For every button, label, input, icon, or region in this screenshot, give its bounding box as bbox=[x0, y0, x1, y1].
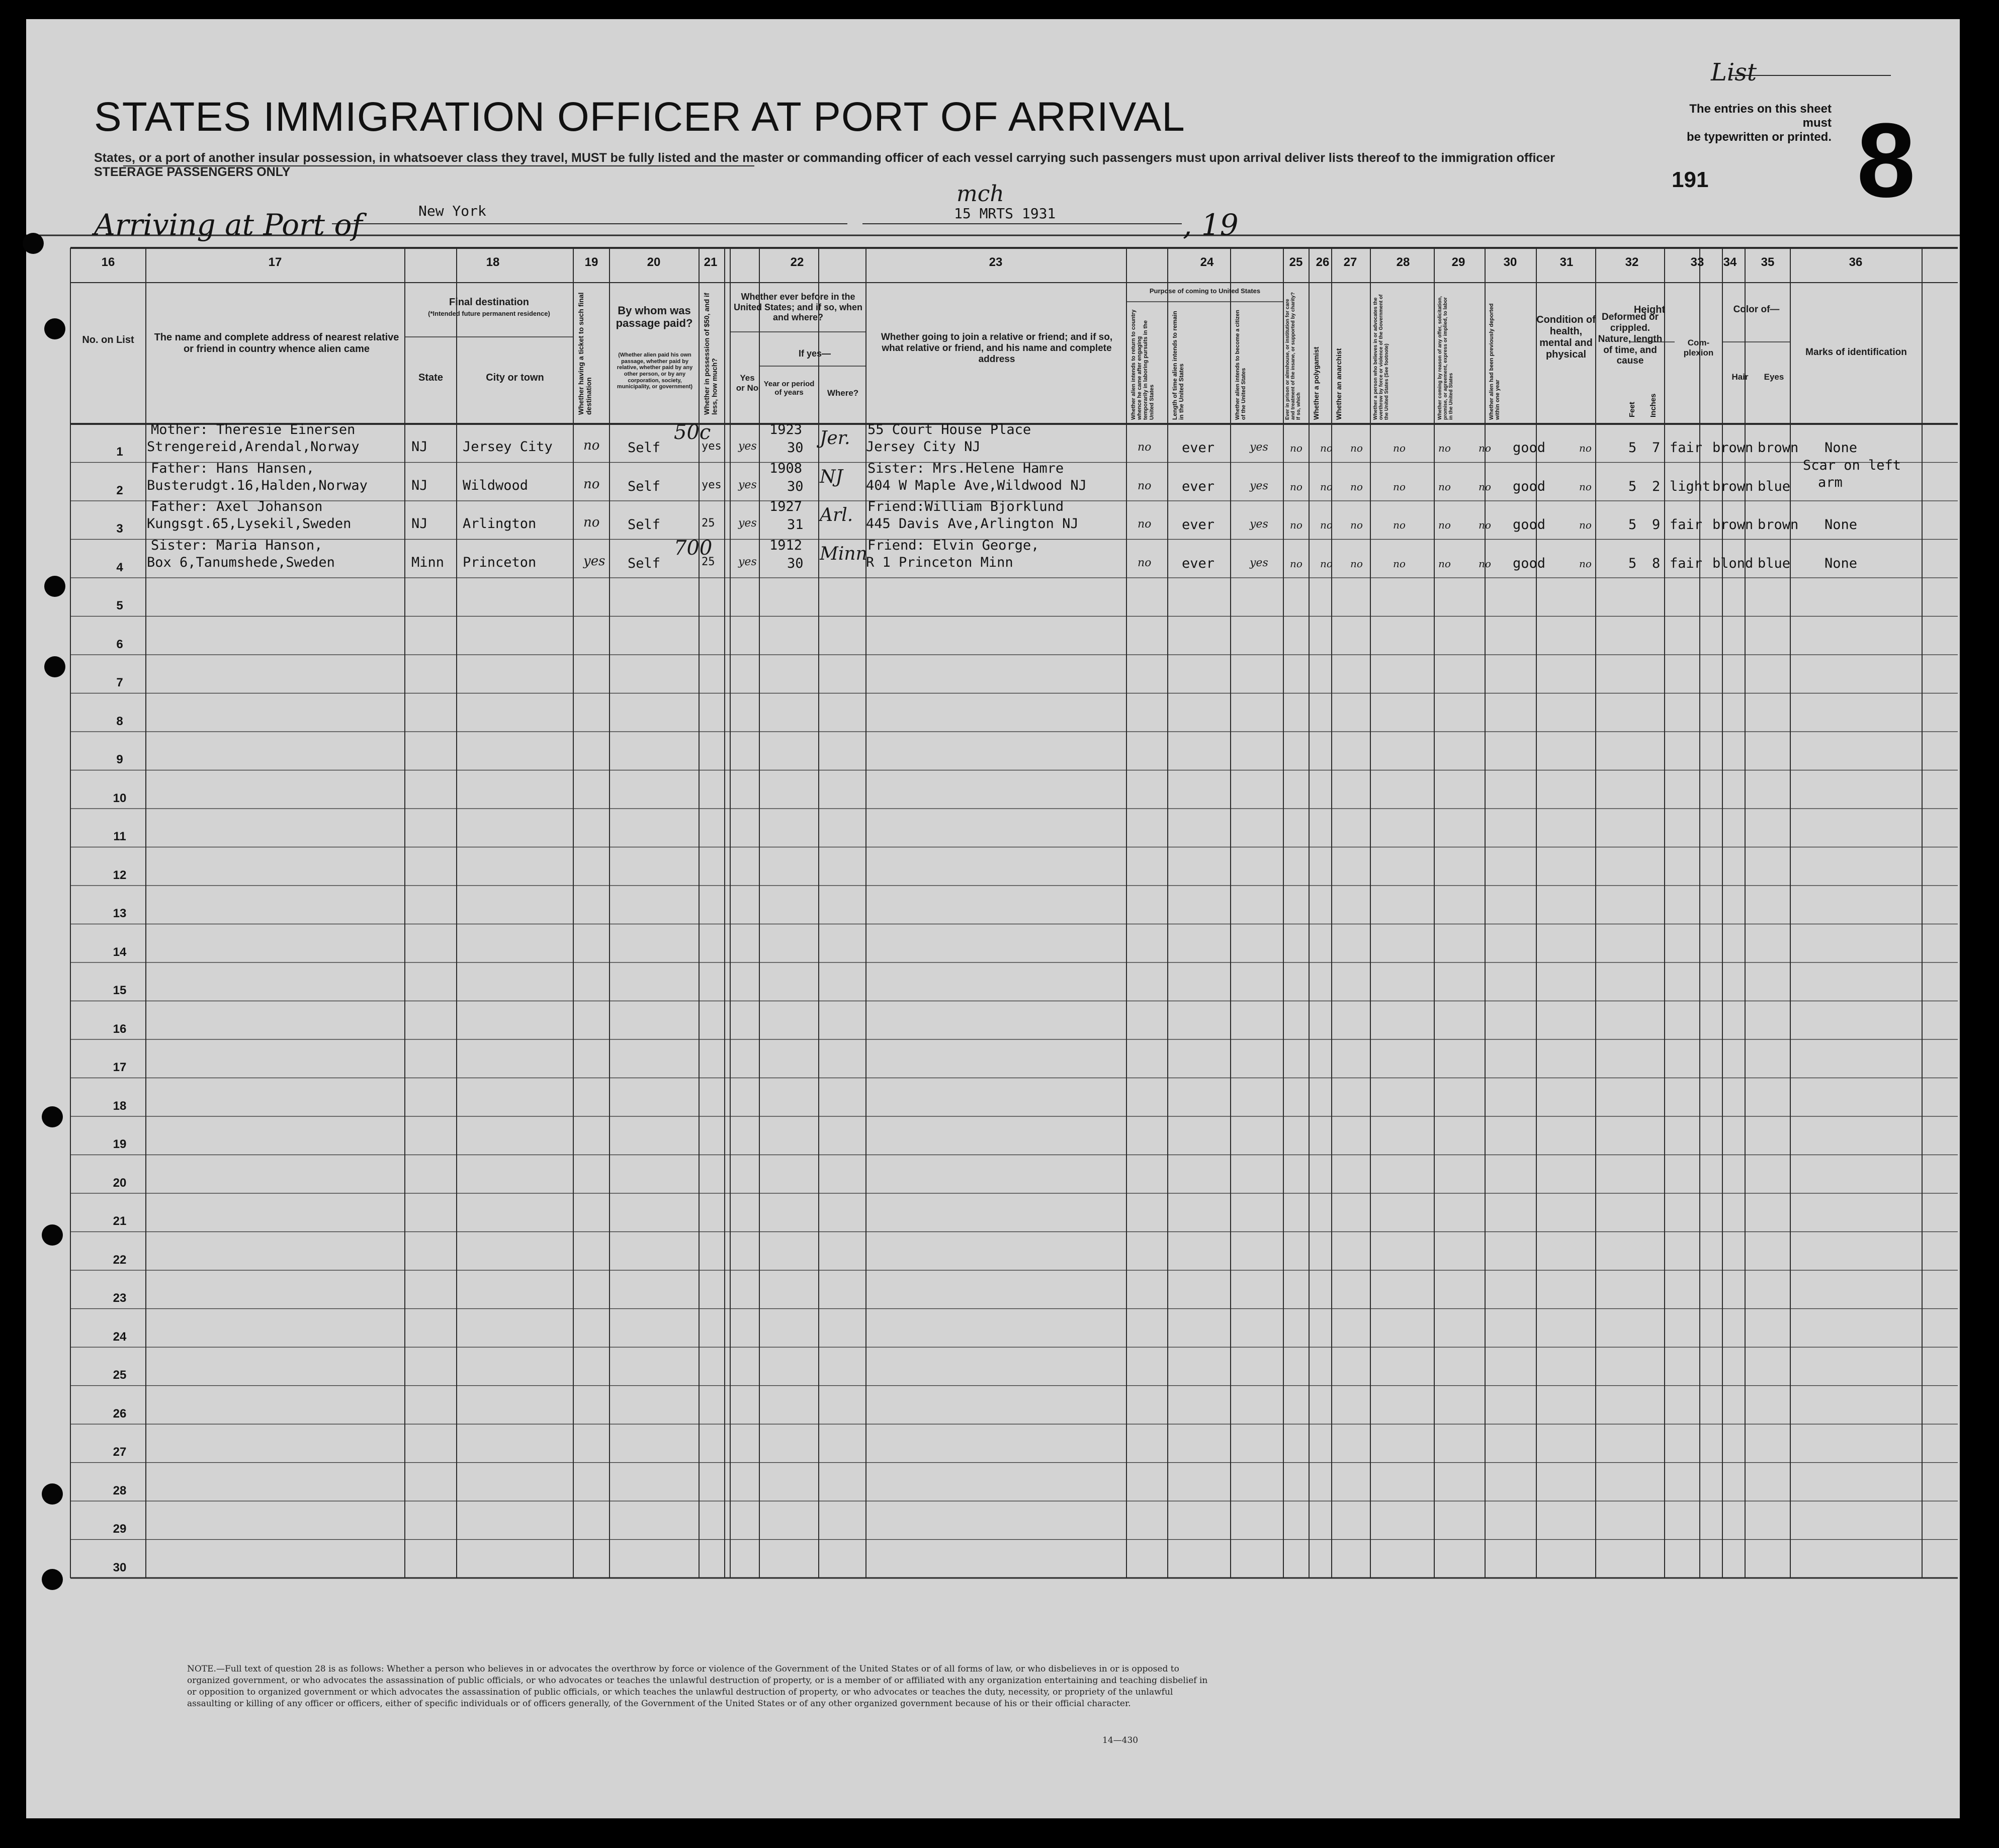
q28-value: no bbox=[1393, 480, 1406, 493]
list-label: List bbox=[1711, 58, 1757, 86]
paid-value: Self bbox=[628, 440, 661, 456]
purpose-b-value: ever bbox=[1182, 440, 1215, 456]
join-line-2: R 1 Princeton Minn bbox=[866, 554, 1013, 570]
q28-value: no bbox=[1393, 442, 1406, 454]
q27-value: no bbox=[1350, 442, 1363, 454]
row-number: 1 bbox=[116, 445, 123, 459]
column-number: 18 bbox=[486, 255, 500, 269]
period-value: 30 bbox=[787, 478, 804, 494]
year-value: 1923 bbox=[769, 422, 803, 437]
hair-value: brown bbox=[1712, 440, 1754, 456]
form-code: 14—430 bbox=[1102, 1735, 1139, 1745]
header-nearest-relative: The name and complete address of nearest relative or friend in country whence alien came bbox=[154, 332, 399, 355]
column-number: 21 bbox=[704, 255, 718, 269]
row-number: 18 bbox=[113, 1099, 127, 1113]
q30-value: no bbox=[1479, 557, 1491, 570]
header-marks: Marks of identification bbox=[1805, 347, 1907, 358]
column-number: 17 bbox=[268, 255, 282, 269]
purpose-c-value: yes bbox=[1250, 479, 1268, 492]
row-number: 15 bbox=[113, 984, 127, 998]
join-line-1: Friend: Elvin George, bbox=[867, 537, 1039, 553]
date-typed: 15 MRTS 1931 bbox=[954, 205, 1056, 222]
purpose-a-value: no bbox=[1138, 441, 1152, 454]
entries-note bbox=[1666, 102, 1832, 144]
marks-value: Scar on left bbox=[1803, 457, 1901, 473]
health-value: good bbox=[1513, 478, 1546, 494]
header-q26: Whether a polygamist bbox=[1312, 346, 1320, 420]
q26-value: no bbox=[1320, 557, 1333, 570]
row-number: 19 bbox=[113, 1137, 127, 1152]
row-number: 28 bbox=[113, 1483, 127, 1498]
row-number: 5 bbox=[116, 599, 123, 613]
header-joining: Whether going to join a relative or friend; and if so, what relative or friend, and his name and complete address bbox=[881, 332, 1113, 365]
join-line-2: 404 W Maple Ave,Wildwood NJ bbox=[866, 477, 1087, 493]
complexion-value: fair bbox=[1670, 555, 1703, 571]
row-number: 7 bbox=[116, 676, 123, 690]
q26-value: no bbox=[1320, 442, 1333, 454]
row-number: 11 bbox=[113, 830, 126, 844]
header-hair: Hair bbox=[1731, 372, 1749, 382]
column-number: 25 bbox=[1289, 255, 1303, 269]
purpose-a-value: no bbox=[1138, 518, 1152, 531]
row-number: 6 bbox=[116, 637, 123, 651]
header-state: State bbox=[418, 372, 443, 383]
column-number: 32 bbox=[1625, 255, 1639, 269]
join-line-2: 445 Davis Ave,Arlington NJ bbox=[866, 516, 1079, 532]
ticket-value: no bbox=[583, 476, 600, 492]
inches-value: 2 bbox=[1652, 478, 1661, 494]
state-value: Minn bbox=[411, 554, 445, 570]
health-value: good bbox=[1513, 440, 1546, 456]
marks-value: None bbox=[1824, 517, 1858, 533]
state-value: NJ bbox=[411, 477, 428, 493]
purpose-c-value: yes bbox=[1250, 556, 1268, 569]
header-feet: Feet bbox=[1628, 402, 1636, 417]
header-city: City or town bbox=[486, 372, 544, 383]
city-value: Jersey City bbox=[463, 439, 553, 455]
column-number: 23 bbox=[989, 255, 1003, 269]
purpose-c-value: yes bbox=[1250, 518, 1268, 531]
row-number: 14 bbox=[113, 945, 127, 959]
health-value: good bbox=[1513, 555, 1546, 571]
eyes-value: brown bbox=[1758, 440, 1799, 456]
binder-hole bbox=[44, 656, 65, 677]
relative-line-1: Father: Hans Hansen, bbox=[151, 460, 315, 476]
complexion-value: fair bbox=[1670, 440, 1703, 456]
header-yes-no: Yes or No bbox=[736, 373, 759, 393]
header-purpose: Purpose of coming to United States bbox=[1149, 287, 1261, 295]
q25-value: no bbox=[1290, 519, 1302, 531]
eyes-value: blue bbox=[1758, 555, 1791, 571]
binder-hole bbox=[23, 233, 44, 254]
money-handwritten: 700 bbox=[674, 536, 713, 560]
q28-value: no bbox=[1393, 519, 1406, 531]
purpose-a-value: no bbox=[1138, 556, 1152, 569]
column-number: 31 bbox=[1559, 255, 1574, 269]
money-handwritten: 50c bbox=[674, 421, 711, 444]
header-height: Height bbox=[1633, 304, 1666, 315]
year-value: 1912 bbox=[769, 537, 803, 553]
sheet-number: 191 bbox=[1672, 167, 1709, 192]
footnote: NOTE.—Full text of question 28 is as follows: Whether a person who believes in or advocates the overthrow by force or violence of the Government of the United States or of all forms of law, or who disbelieves in or is opposed to organized government, or who advocates the assassination of public officials, or who advocates or teaches the unlawful destruction of property, or is a member of or affiliated with any organization entertaining and teaching disbelief in or opposition to organized government or which advocates the assassination of public officials, or which teaches the unlawful destruction of property, or who advocates or teaches the duty, necessity, or propriety of the unlawful assaulting or killing of any officer or officers, either of specific individuals or of officers generally, of the Government of the United States or of any other organized government because of his or their official character. bbox=[187, 1664, 1208, 1709]
column-number: 26 bbox=[1316, 255, 1330, 269]
deformed-value: no bbox=[1579, 442, 1592, 454]
city-value: Wildwood bbox=[463, 477, 529, 493]
feet-value: 5 bbox=[1628, 517, 1637, 533]
ticket-value: no bbox=[583, 438, 600, 453]
ever-before-value: yes bbox=[738, 478, 757, 491]
feet-value: 5 bbox=[1628, 555, 1637, 571]
header-ever-before: Whether ever before in the United States; and if so, when and where? bbox=[733, 292, 863, 323]
ticket-value: yes bbox=[583, 553, 605, 569]
city-value: Arlington bbox=[463, 516, 537, 532]
header-passage-paid: By whom was passage paid? bbox=[616, 304, 693, 330]
join-line-1: Friend:William Bjorklund bbox=[867, 499, 1064, 514]
row-number: 21 bbox=[113, 1214, 127, 1228]
binder-hole bbox=[42, 1224, 63, 1246]
binder-hole bbox=[44, 576, 65, 597]
city-value: Princeton bbox=[463, 554, 537, 570]
header-q29: Whether coming by reason of any offer, solicitation, promise, or agreement, express or implied, to labor in the United States bbox=[1437, 296, 1454, 420]
where-value: Arl. bbox=[820, 505, 853, 525]
hair-value: blond bbox=[1712, 555, 1754, 571]
relative-line-2: Kungsgt.65,Lysekil,Sweden bbox=[147, 516, 352, 532]
q28-value: no bbox=[1393, 557, 1406, 570]
header-color-of: Color of— bbox=[1733, 304, 1780, 315]
money-value: yes bbox=[702, 478, 722, 491]
header-purpose-c: Whether alien intends to become a citizen of the United States bbox=[1235, 310, 1247, 420]
row-number: 26 bbox=[113, 1406, 127, 1421]
q30-value: no bbox=[1479, 442, 1491, 454]
q30-value: no bbox=[1479, 480, 1491, 493]
row-number: 13 bbox=[113, 907, 127, 921]
column-number: 20 bbox=[647, 255, 661, 269]
year-prefix: , 19 bbox=[1183, 208, 1239, 242]
relative-line-2: Busterudgt.16,Halden,Norway bbox=[147, 477, 368, 493]
header-year-period: Year or period of years bbox=[763, 380, 815, 397]
paid-value: Self bbox=[628, 517, 661, 533]
where-value: Minn bbox=[820, 543, 867, 564]
ever-before-value: yes bbox=[738, 555, 757, 568]
binder-hole bbox=[42, 1569, 63, 1590]
q25-value: no bbox=[1290, 442, 1302, 454]
relative-line-1: Father: Axel Johanson bbox=[151, 499, 323, 514]
purpose-a-value: no bbox=[1138, 479, 1152, 492]
header-ticket: Whether having a ticket to such final destination bbox=[577, 292, 593, 415]
row-number: 9 bbox=[116, 753, 123, 767]
money-value: 25 bbox=[702, 555, 715, 568]
steerage-label: STEERAGE PASSENGERS ONLY bbox=[94, 165, 291, 179]
entries-note-line1: The entries on this sheet must bbox=[1689, 102, 1832, 130]
q29-value: no bbox=[1438, 442, 1451, 454]
column-number: 29 bbox=[1451, 255, 1465, 269]
health-value: good bbox=[1513, 517, 1546, 533]
column-number: 33 bbox=[1690, 255, 1704, 269]
hair-value: brown bbox=[1712, 517, 1754, 533]
q26-value: no bbox=[1320, 519, 1333, 531]
binder-hole bbox=[42, 1483, 63, 1505]
row-number: 12 bbox=[113, 868, 127, 882]
binder-hole bbox=[42, 1106, 63, 1127]
deformed-value: no bbox=[1579, 557, 1592, 570]
column-number: 34 bbox=[1723, 255, 1737, 269]
header-purpose-a: Whether alien intends to return to country whence he came after engaging temporarily in laboring pursuits in the United States bbox=[1131, 309, 1155, 420]
row-number: 4 bbox=[116, 560, 123, 574]
period-value: 31 bbox=[787, 517, 804, 533]
form-title: STATES IMMIGRATION OFFICER AT PORT OF ARRIVAL bbox=[94, 94, 1185, 140]
ever-before-value: yes bbox=[738, 517, 757, 530]
join-line-1: 55 Court House Place bbox=[867, 422, 1031, 437]
paid-value: Self bbox=[628, 555, 661, 571]
complexion-value: light bbox=[1670, 478, 1711, 494]
header-eyes: Eyes bbox=[1764, 372, 1784, 382]
ever-before-value: yes bbox=[738, 440, 757, 453]
deformed-value: no bbox=[1579, 480, 1592, 493]
where-value: Jer. bbox=[820, 428, 850, 449]
table-grid bbox=[26, 19, 1960, 1818]
header-final-destination: Final destination bbox=[449, 297, 529, 308]
row-number: 22 bbox=[113, 1253, 127, 1267]
header-money: Whether in possession of $50, and if less, how much? bbox=[703, 293, 719, 415]
binder-hole bbox=[44, 318, 65, 339]
header-no-on-list: No. on List bbox=[82, 334, 134, 345]
row-number: 3 bbox=[116, 522, 123, 536]
entries-note-line2: be typewritten or printed. bbox=[1686, 130, 1832, 144]
ticket-value: no bbox=[583, 515, 600, 530]
header-final-destination-note: (*Intended future permanent residence) bbox=[428, 310, 550, 317]
year-value: 1927 bbox=[769, 499, 803, 514]
year-value: 1908 bbox=[769, 460, 803, 476]
row-number: 16 bbox=[113, 1022, 127, 1036]
header-purpose-b: Length of time alien intends to remain in the United States bbox=[1171, 311, 1185, 420]
row-number: 20 bbox=[113, 1176, 127, 1190]
purpose-b-value: ever bbox=[1182, 517, 1215, 533]
header-complexion: Com-plexion bbox=[1683, 338, 1714, 358]
column-number: 36 bbox=[1849, 255, 1863, 269]
purpose-b-value: ever bbox=[1182, 555, 1215, 571]
row-number: 23 bbox=[113, 1291, 127, 1305]
q29-value: no bbox=[1438, 480, 1451, 493]
paid-value: Self bbox=[628, 478, 661, 494]
where-value: NJ bbox=[820, 466, 843, 487]
column-number: 16 bbox=[101, 255, 115, 269]
eyes-value: blue bbox=[1758, 478, 1791, 494]
period-value: 30 bbox=[787, 555, 804, 571]
column-number: 24 bbox=[1200, 255, 1214, 269]
q27-value: no bbox=[1350, 480, 1363, 493]
purpose-b-value: ever bbox=[1182, 478, 1215, 494]
marks-value-2: arm bbox=[1818, 474, 1843, 490]
row-number: 27 bbox=[113, 1445, 127, 1459]
date-handwritten: mch bbox=[957, 181, 1004, 207]
inches-value: 7 bbox=[1652, 440, 1661, 456]
port-value: New York bbox=[418, 203, 486, 219]
column-number: 19 bbox=[584, 255, 598, 269]
row-number: 2 bbox=[116, 483, 123, 497]
column-number: 22 bbox=[790, 255, 804, 269]
relative-line-1: Sister: Maria Hanson, bbox=[151, 537, 323, 553]
join-line-2: Jersey City NJ bbox=[866, 439, 981, 455]
row-number: 30 bbox=[113, 1560, 127, 1574]
column-number: 27 bbox=[1343, 255, 1357, 269]
list-number: 8 bbox=[1857, 101, 1916, 219]
manifest-sheet bbox=[26, 19, 1960, 1818]
header-q28: Whether a person who believes in or advocates the overthrow by force or violence of the Government of the United States (See footnote) bbox=[1373, 294, 1389, 420]
q29-value: no bbox=[1438, 557, 1451, 570]
row-number: 17 bbox=[113, 1061, 127, 1075]
header-where: Where? bbox=[827, 388, 859, 398]
feet-value: 5 bbox=[1628, 478, 1637, 494]
q27-value: no bbox=[1350, 519, 1363, 531]
header-health: Condition of health, mental and physical bbox=[1536, 314, 1596, 360]
eyes-value: brown bbox=[1758, 517, 1799, 533]
header-q25: Ever in prison or almshouse, or institution for care and treatment of the insane, or supported by charity? If so, which bbox=[1285, 292, 1301, 420]
q25-value: no bbox=[1290, 557, 1302, 570]
q27-value: no bbox=[1350, 557, 1363, 570]
relative-line-2: Box 6,Tanumshede,Sweden bbox=[147, 554, 335, 570]
q30-value: no bbox=[1479, 519, 1491, 531]
header-if-yes: If yes— bbox=[798, 348, 831, 359]
q26-value: no bbox=[1320, 480, 1333, 493]
header-q30: Whether alien had been previously deported within one year bbox=[1489, 303, 1501, 420]
row-number: 29 bbox=[113, 1522, 127, 1536]
header-inches: Inches bbox=[1649, 393, 1658, 417]
state-value: NJ bbox=[411, 516, 428, 532]
column-number: 28 bbox=[1396, 255, 1410, 269]
column-number: 30 bbox=[1503, 255, 1517, 269]
complexion-value: fair bbox=[1670, 517, 1703, 533]
row-number: 24 bbox=[113, 1330, 127, 1344]
purpose-c-value: yes bbox=[1250, 441, 1268, 454]
money-value: 25 bbox=[702, 517, 715, 530]
hair-value: brown bbox=[1712, 478, 1754, 494]
form-instructions: States, or a port of another insular possession, in whatsoever class they travel, MUST be fully listed and the master or commanding officer of each vessel carrying such passengers must upon arrival deliver lists thereof to the immigration officer bbox=[94, 151, 1555, 165]
relative-line-1: Mother: Theresie Einersen bbox=[151, 422, 356, 437]
header-q27: Whether an anarchist bbox=[1335, 348, 1343, 420]
state-value: NJ bbox=[411, 439, 428, 455]
relative-line-2: Strengereid,Arendal,Norway bbox=[147, 439, 360, 455]
inches-value: 9 bbox=[1652, 517, 1661, 533]
marks-value: None bbox=[1824, 440, 1858, 456]
column-number: 35 bbox=[1761, 255, 1775, 269]
money-value: yes bbox=[702, 440, 722, 453]
row-number: 25 bbox=[113, 1368, 127, 1382]
marks-value: None bbox=[1824, 555, 1858, 571]
arriving-label: Arriving at Port of bbox=[94, 208, 363, 242]
q29-value: no bbox=[1438, 519, 1451, 531]
inches-value: 8 bbox=[1652, 555, 1661, 571]
row-number: 8 bbox=[116, 714, 123, 728]
join-line-1: Sister: Mrs.Helene Hamre bbox=[867, 460, 1064, 476]
row-number: 10 bbox=[113, 791, 127, 805]
q25-value: no bbox=[1290, 480, 1302, 493]
deformed-value: no bbox=[1579, 519, 1592, 531]
header-deformed: Deformed or crippled. Nature, length of time, and cause bbox=[1598, 312, 1663, 367]
period-value: 30 bbox=[787, 440, 804, 456]
header-passage-paid-note: (Whether alien paid his own passage, whether paid by relative, whether paid by any other person, or by any corporation, society, municipality, or government) bbox=[617, 352, 693, 390]
feet-value: 5 bbox=[1628, 440, 1637, 456]
